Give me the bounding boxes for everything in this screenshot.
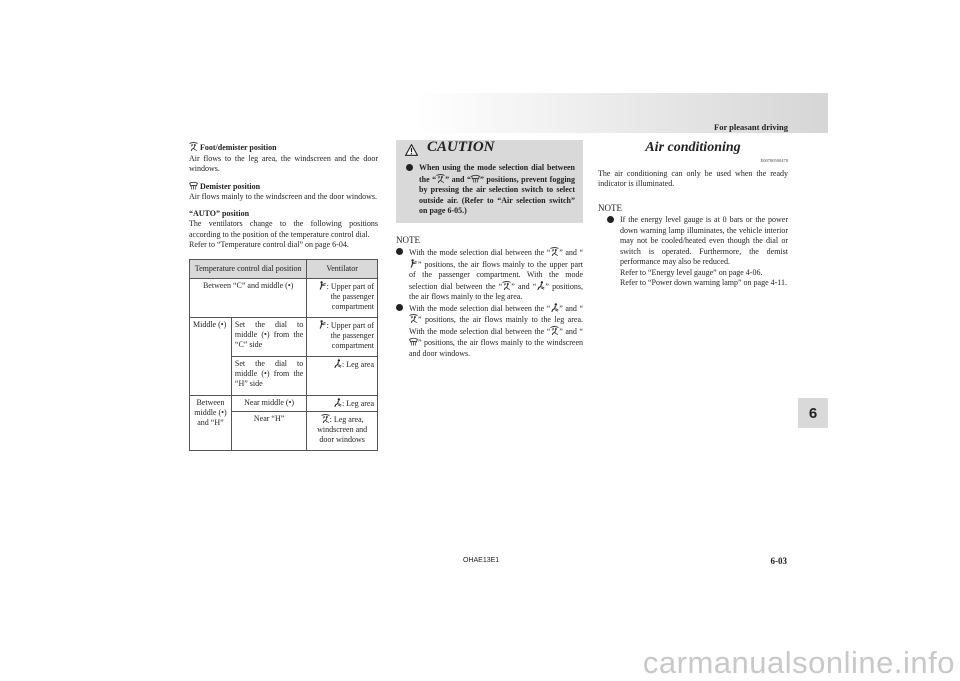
caution-item: When using the mode selection dial between the “ ” and “ ” positions, prevent fogging by pressing the air selection switch to select outside air. (Refer to “Air selection switch” on page 6-05.) bbox=[406, 163, 575, 217]
ventilator-table bbox=[189, 259, 378, 451]
chapter-tab: 6 bbox=[798, 398, 828, 428]
foot-demister-icon bbox=[189, 142, 198, 151]
demister-text: Air flows mainly to the windscreen and the door windows. bbox=[189, 192, 377, 201]
caution-body bbox=[396, 161, 583, 223]
foot-vent-icon bbox=[333, 359, 342, 368]
foot-demister-icon bbox=[502, 281, 511, 290]
table-row: Between middle (•) and “H” Near middle (•) : Leg area bbox=[190, 395, 378, 411]
face-vent-icon bbox=[409, 259, 418, 268]
foot-demister-text: Air flows to the leg area, the windscreen and the door windows. bbox=[189, 153, 378, 173]
warning-triangle-icon bbox=[405, 144, 418, 156]
auto-ref: Refer to “Temperature control dial” on page 6-04. bbox=[189, 240, 349, 249]
demister-icon bbox=[409, 337, 418, 346]
foot-demister-icon bbox=[550, 326, 559, 335]
demister-icon bbox=[189, 181, 198, 190]
foot-vent-icon bbox=[550, 303, 559, 312]
face-vent-icon bbox=[318, 281, 327, 290]
left-column bbox=[189, 142, 378, 451]
foot-demister-icon bbox=[550, 247, 559, 256]
foot-vent-icon bbox=[536, 281, 545, 290]
footer-code: OHAE13E1 bbox=[463, 557, 500, 564]
right-column bbox=[598, 140, 788, 289]
caution-header bbox=[396, 140, 583, 161]
foot-demister-icon bbox=[436, 174, 445, 183]
foot-vent-icon bbox=[333, 398, 342, 407]
demister-title: Demister position bbox=[200, 181, 261, 191]
middle-column bbox=[396, 140, 583, 359]
table-header-dial: Temperature control dial position bbox=[190, 259, 307, 278]
note-item: With the mode selection dial between the “ ” and “” positions, the air flows mainly to the upper part of the passenger compartment. With the mode selection dial between the “ ” and “ ” positions, the air flows mainly to the leg area. bbox=[396, 247, 583, 303]
table-row: Set the dial to middle (•) from the “H” side : Leg area bbox=[190, 356, 378, 395]
table-row: Near “H” : Leg area, windscreen and door windows bbox=[190, 411, 378, 450]
foot-demister-icon bbox=[321, 414, 330, 423]
note-label: NOTE bbox=[598, 202, 622, 213]
section-code: E00700500478 bbox=[760, 158, 788, 163]
auto-title: “AUTO” position bbox=[189, 208, 250, 218]
table-row: Between “C” and middle (•) : Upper part of the passenger compartment bbox=[190, 278, 378, 317]
auto-text: The ventilators change to the following positions according to the position of the temperature control dial. bbox=[189, 219, 378, 239]
note-item: If the energy level gauge is at 0 bars or the power down warning lamp illuminates, the vehicle interior may not be cooled/heated even though the dial or switch is operated. Furthermore, the demist performance may also be reduced. Refer to “Energy level gauge” on page 4-06. Refer to “Power down warning lamp” on page 4-11. bbox=[598, 215, 788, 289]
note-item: With the mode selection dial between the “ ” and “” positions, the air flows mainly to the leg area. With the mode selection dial between the “ ” and “” positions, the air flows mainly to the windscreen and door windows. bbox=[396, 303, 583, 360]
page-number: 6-03 bbox=[770, 556, 787, 566]
face-vent-icon bbox=[318, 320, 327, 329]
table-header-ventilator: Ventilator bbox=[307, 259, 378, 278]
watermark: carmanualsonline.info bbox=[642, 645, 955, 680]
table-row: Middle (•) Set the dial to middle (•) from the “C” side : Upper part of the passenger compartment bbox=[190, 317, 378, 356]
foot-demister-title: Foot/demister position bbox=[200, 143, 277, 152]
section-title: For pleasant driving bbox=[714, 122, 788, 132]
note-label: NOTE bbox=[396, 234, 420, 245]
intro-text: The air conditioning can only be used when the ready indicator is illuminated. bbox=[598, 168, 788, 188]
demister-icon bbox=[471, 174, 480, 183]
foot-demister-icon bbox=[409, 314, 418, 323]
section-heading: Air conditioning bbox=[645, 140, 741, 155]
caution-title: CAUTION bbox=[427, 139, 495, 155]
